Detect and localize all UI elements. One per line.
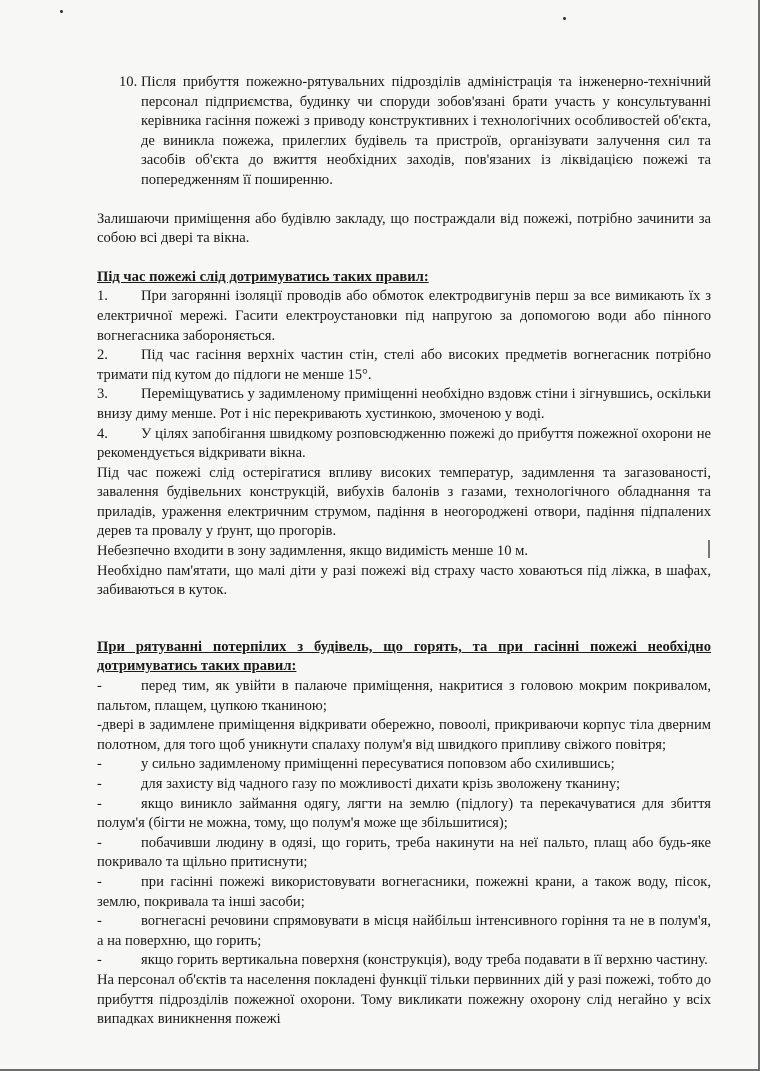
rescue-item	[97, 677, 711, 716]
rescue-heading: При рятуванні потерпілих з будівель, що горять, та при гасінні пожежі необхідно дотримуватись таких правил:	[97, 638, 711, 675]
rule-3	[97, 385, 711, 424]
rule-number: 4.	[97, 425, 108, 442]
rule-text: У цілях запобігання швидкому розповсюдженню пожежі до прибуття пожежної охорони не рекомендується відкривати вікна.	[97, 425, 711, 462]
rule-text: Переміщуватись у задимленому приміщенні необхідно вздовж стіни і зігнувшись, оскільки внизу диму менше. Рот і ніс перекривають хустинкою, змоченою у воді.	[97, 386, 711, 422]
final-paragraph: На персонал об'єктів та населення покладені функції тільки первинних дій у разі пожежі, тобто до прибуття підрозділів пожежної охорони. Тому викликати пожежну охорону слід негайно у всіх випадках виникнення пожежі	[97, 971, 711, 1028]
dash-marker: -	[97, 913, 102, 930]
rescue-text: якщо горить вертикальна поверхня (конструкція), воду треба подавати в її верхню частину.	[141, 952, 708, 969]
item-10-number: 10.	[119, 74, 138, 90]
rescue-item	[97, 795, 711, 834]
scan-speck	[60, 10, 63, 13]
rules-heading: Під час пожежі слід дотримуватись таких правил:	[97, 268, 429, 285]
rescue-text: перед тим, як увійти в палаюче приміщення, накритися з головою мокрим покривалом, пальтом, плащем, цупкою тканиною;	[97, 678, 711, 714]
children-paragraph: Необхідно пам'ятати, що малі діти у разі пожежі від страху часто ховаються під ліжка, в шафах, забиваються в куток.	[97, 562, 711, 599]
rule-2	[97, 346, 711, 385]
document-body	[97, 73, 711, 1030]
rescue-item	[97, 755, 711, 775]
rescue-text: -двері в задимлене приміщення відкривати обережно, повоолі, прикриваючи корпус тіла дверним полотном, для того щоб уникнути спалаху полум'я від швидкого припливу свіжого повітря;	[97, 717, 711, 753]
rescue-item	[97, 873, 711, 912]
rescue-text: якщо виникло займання одягу, лягти на землю (підлогу) та перекачуватися для збиття полум'я (бігти не можна, тому, що полум'я може ще збільшитися);	[97, 795, 711, 832]
rescue-item	[97, 951, 711, 971]
rule-4	[97, 425, 711, 464]
rescue-text: побачивши людину в одязі, що горить, треба накинути на неї пальто, плащ або будь-яке покривало та щільно притиснути;	[97, 834, 711, 871]
rescue-item	[97, 775, 711, 795]
dash-marker: -	[97, 795, 102, 812]
dash-marker: -	[97, 834, 102, 851]
scan-speck	[563, 17, 566, 20]
item-10	[119, 73, 711, 191]
dash-marker: -	[97, 952, 102, 969]
rule-1	[97, 287, 711, 346]
rescue-item	[97, 912, 711, 951]
dash-marker: -	[97, 776, 102, 792]
rule-number: 1.	[97, 288, 108, 305]
dash-marker: -	[97, 873, 102, 890]
item-10-text: Після прибуття пожежно-рятувальних підрозділів адміністрація та інженерно-технічний персонал підприємства, будинку чи споруди зобов'язані брати участь у консультуванні керівника гасіння пожежі з приводу конструктивних і технологічних особливостей об'єкта, де виникла пожежа, прилеглих будівель та пристроїв, організувати залучення сил та засобів об'єкта до вжиття необхідних заходів, пов'язаних із ліквідацією пожежі та попередженням її поширенню.	[141, 74, 711, 188]
rule-text: Під час гасіння верхніх частин стін, стелі або високих предметів вогнегасник потрібно тримати під кутом до підлоги не менше 15°.	[97, 347, 711, 383]
rescue-text: у сильно задимленому приміщенні пересуватися поповзом або схилившись;	[141, 756, 615, 773]
leaving-paragraph: Залишаючи приміщення або будівлю закладу, що постраждали від пожежі, потрібно зачинити за собою всі двері та вікна.	[97, 210, 711, 247]
rescue-item	[97, 716, 711, 755]
rule-text: При загорянні ізоляції проводів або обмоток електродвигунів перш за все вимикають їх з електричної мережі. Гасити електроустановки під напругою за допомогою води або пінного вогнегасника забороняється.	[97, 288, 711, 344]
rule-number: 2.	[97, 347, 108, 364]
rule-number: 3.	[97, 386, 108, 403]
rescue-text: для захисту від чадного газу по можливості дихати крізь зволожену тканину;	[141, 776, 621, 792]
dash-marker: -	[97, 756, 102, 773]
caution-paragraph: Під час пожежі слід остерігатися впливу високих температур, задимлення та загазованості, завалення будівельних конструкцій, вибухів балонів з газами, технологічного обладнання та приладів, ураження електричним струмом, падіння в неогороджені отвори, падіння підпалених дерев та провалу у ґрунт, що прогорів.	[97, 464, 711, 540]
rescue-item	[97, 834, 711, 873]
danger-paragraph: Небезпечно входити в зону задимлення, якщо видимість менше 10 м.	[97, 543, 529, 560]
rescue-text: вогнегасні речовини спрямовувати в місця найбільш інтенсивного горіння та не в полум'я, а на поверхню, що горить;	[97, 913, 711, 949]
rescue-text: при гасінні пожежі використовувати вогнегасники, пожежні крани, а також воду, пісок, землю, покривала та інші засоби;	[97, 873, 711, 910]
dash-marker: -	[97, 678, 102, 695]
